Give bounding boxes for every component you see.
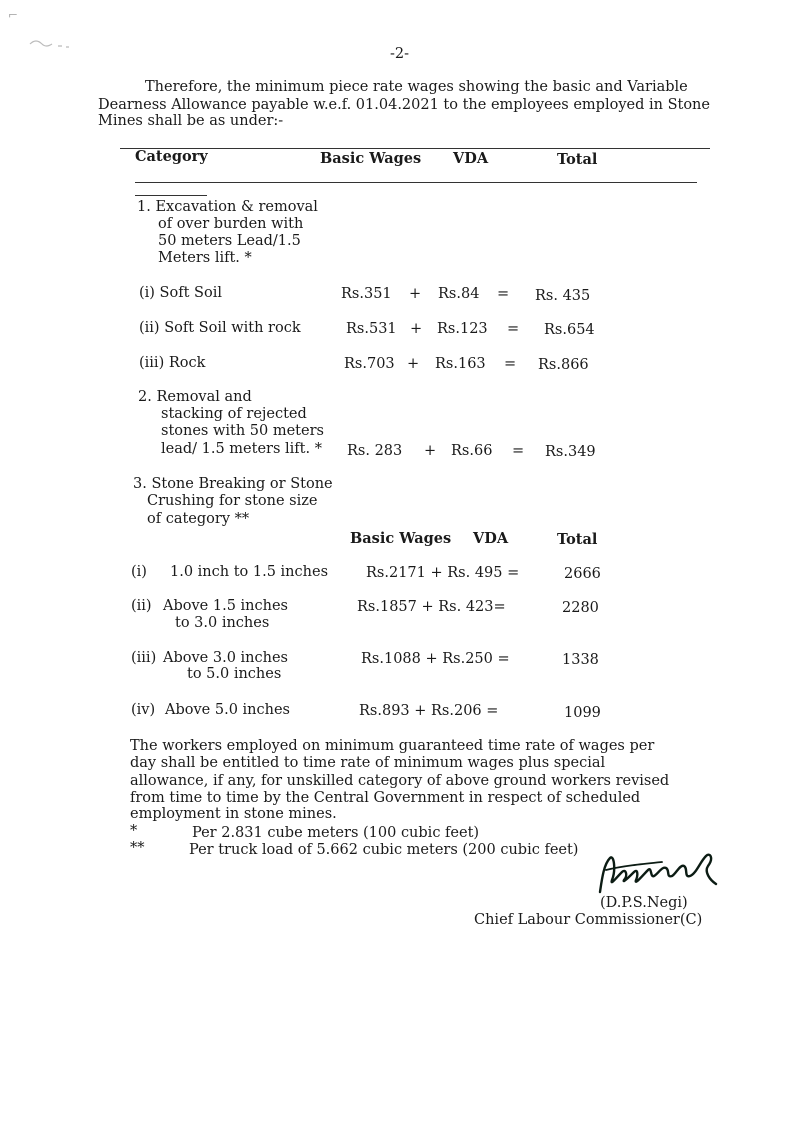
sec2-title-line-4: lead/ 1.5 meters lift. * <box>161 441 322 457</box>
sec1-row-vda: Rs.123 <box>437 321 488 337</box>
sec3-row-number: (iv) <box>131 702 156 718</box>
page-number: -2- <box>390 46 410 62</box>
category-underline <box>135 195 207 196</box>
sec2-plus: + <box>424 443 437 459</box>
sec1-row-label: (i) Soft Soil <box>139 285 222 301</box>
table-top-rule <box>120 148 710 149</box>
sec1-row-plus: + <box>409 286 422 302</box>
sec3-row-calc: Rs.2171 + Rs. 495 = <box>366 565 520 581</box>
sec3-row-number: (ii) <box>131 598 152 614</box>
sec3-row-size: Above 3.0 inches <box>163 650 288 666</box>
sec1-row-equals: = <box>507 321 520 337</box>
header-bottom-rule <box>135 182 697 183</box>
sec3-row-size-cont: to 3.0 inches <box>175 615 270 631</box>
intro-line-2: Dearness Allowance payable w.e.f. 01.04.2021 to the employees employed in Stone <box>98 97 710 113</box>
header-total: Total <box>557 151 598 168</box>
intro-line-3: Mines shall be as under:- <box>98 113 284 129</box>
footnote-text: Per truck load of 5.662 cubic meters (200 cubic feet) <box>189 842 579 858</box>
sec3-row-calc: Rs.1088 + Rs.250 = <box>361 651 510 667</box>
sec1-row-label: (iii) Rock <box>139 355 206 371</box>
scan-smudge <box>28 34 78 56</box>
sec3-header-total: Total <box>557 531 598 548</box>
sec3-title-line-2: Crushing for stone size <box>147 493 318 509</box>
sec1-row-total: Rs. 435 <box>535 288 591 304</box>
sec2-title-line-3: stones with 50 meters <box>161 423 324 439</box>
sec3-title-line-3: of category ** <box>147 511 250 527</box>
scan-mark: ⌐ <box>8 8 19 22</box>
sec3-row-calc: Rs.1857 + Rs. 423= <box>357 599 506 615</box>
closing-line-4: from time to time by the Central Government in respect of scheduled <box>130 790 641 806</box>
sec1-row-total: Rs.654 <box>544 322 595 338</box>
footnote-text: Per 2.831 cube meters (100 cubic feet) <box>192 825 480 841</box>
sec3-row-number: (iii) <box>131 650 157 666</box>
sec3-row-size-cont: to 5.0 inches <box>187 666 282 682</box>
intro-line-1: Therefore, the minimum piece rate wages showing the basic and Variable <box>145 79 688 95</box>
sec2-basic: Rs. 283 <box>347 443 403 459</box>
header-category: Category <box>135 148 208 165</box>
sec2-equals: = <box>512 443 525 459</box>
sec2-total: Rs.349 <box>545 444 596 460</box>
sec1-row-basic: Rs.351 <box>341 286 392 302</box>
sec1-row-plus: + <box>407 356 420 372</box>
sec3-header-vda: VDA <box>473 530 509 547</box>
sec1-row-equals: = <box>497 286 510 302</box>
sec2-title-line-2: stacking of rejected <box>161 406 307 422</box>
sec1-row-vda: Rs.84 <box>438 286 480 302</box>
sec3-row-total: 1099 <box>564 705 601 721</box>
sec1-row-basic: Rs.531 <box>346 321 397 337</box>
sec1-row-total: Rs.866 <box>538 357 589 373</box>
sec3-row-number: (i) <box>131 564 147 580</box>
sec3-row-size: Above 5.0 inches <box>165 702 290 718</box>
sec2-title-line-1: 2. Removal and <box>138 389 252 405</box>
sec3-row-total: 2280 <box>562 600 599 616</box>
sec3-row-size: Above 1.5 inches <box>163 598 288 614</box>
sec1-title-line-4: Meters lift. * <box>158 250 252 266</box>
sec1-title-line-2: of over burden with <box>158 216 304 232</box>
sec1-row-vda: Rs.163 <box>435 356 486 372</box>
footnote-mark: * <box>130 823 138 839</box>
header-vda: VDA <box>453 150 489 167</box>
sec3-header-basic-wages: Basic Wages <box>350 530 452 547</box>
sec1-row-equals: = <box>504 356 517 372</box>
sec1-title-line-3: 50 meters Lead/1.5 <box>158 233 301 249</box>
sec1-row-label: (ii) Soft Soil with rock <box>139 320 301 336</box>
sec1-row-basic: Rs.703 <box>344 356 395 372</box>
footnote-mark: ** <box>130 840 145 856</box>
signature <box>592 840 722 898</box>
sec1-title-line-1: 1. Excavation & removal <box>137 199 318 215</box>
closing-line-5: employment in stone mines. <box>130 806 337 822</box>
closing-line-1: The workers employed on minimum guaranteed time rate of wages per <box>130 738 655 754</box>
sec3-row-total: 1338 <box>562 652 599 668</box>
closing-line-3: allowance, if any, for unskilled category of above ground workers revised <box>130 773 670 789</box>
sec2-vda: Rs.66 <box>451 443 493 459</box>
sec3-row-size: 1.0 inch to 1.5 inches <box>170 564 329 580</box>
signatory-title: Chief Labour Commissioner(C) <box>474 912 703 928</box>
sec3-row-calc: Rs.893 + Rs.206 = <box>359 703 499 719</box>
signatory-name: (D.P.S.Negi) <box>600 895 688 911</box>
closing-line-2: day shall be entitled to time rate of minimum wages plus special <box>130 755 606 771</box>
sec1-row-plus: + <box>410 321 423 337</box>
sec3-row-total: 2666 <box>564 566 601 582</box>
header-basic-wages: Basic Wages <box>320 150 422 167</box>
sec3-title-line-1: 3. Stone Breaking or Stone <box>133 476 333 492</box>
